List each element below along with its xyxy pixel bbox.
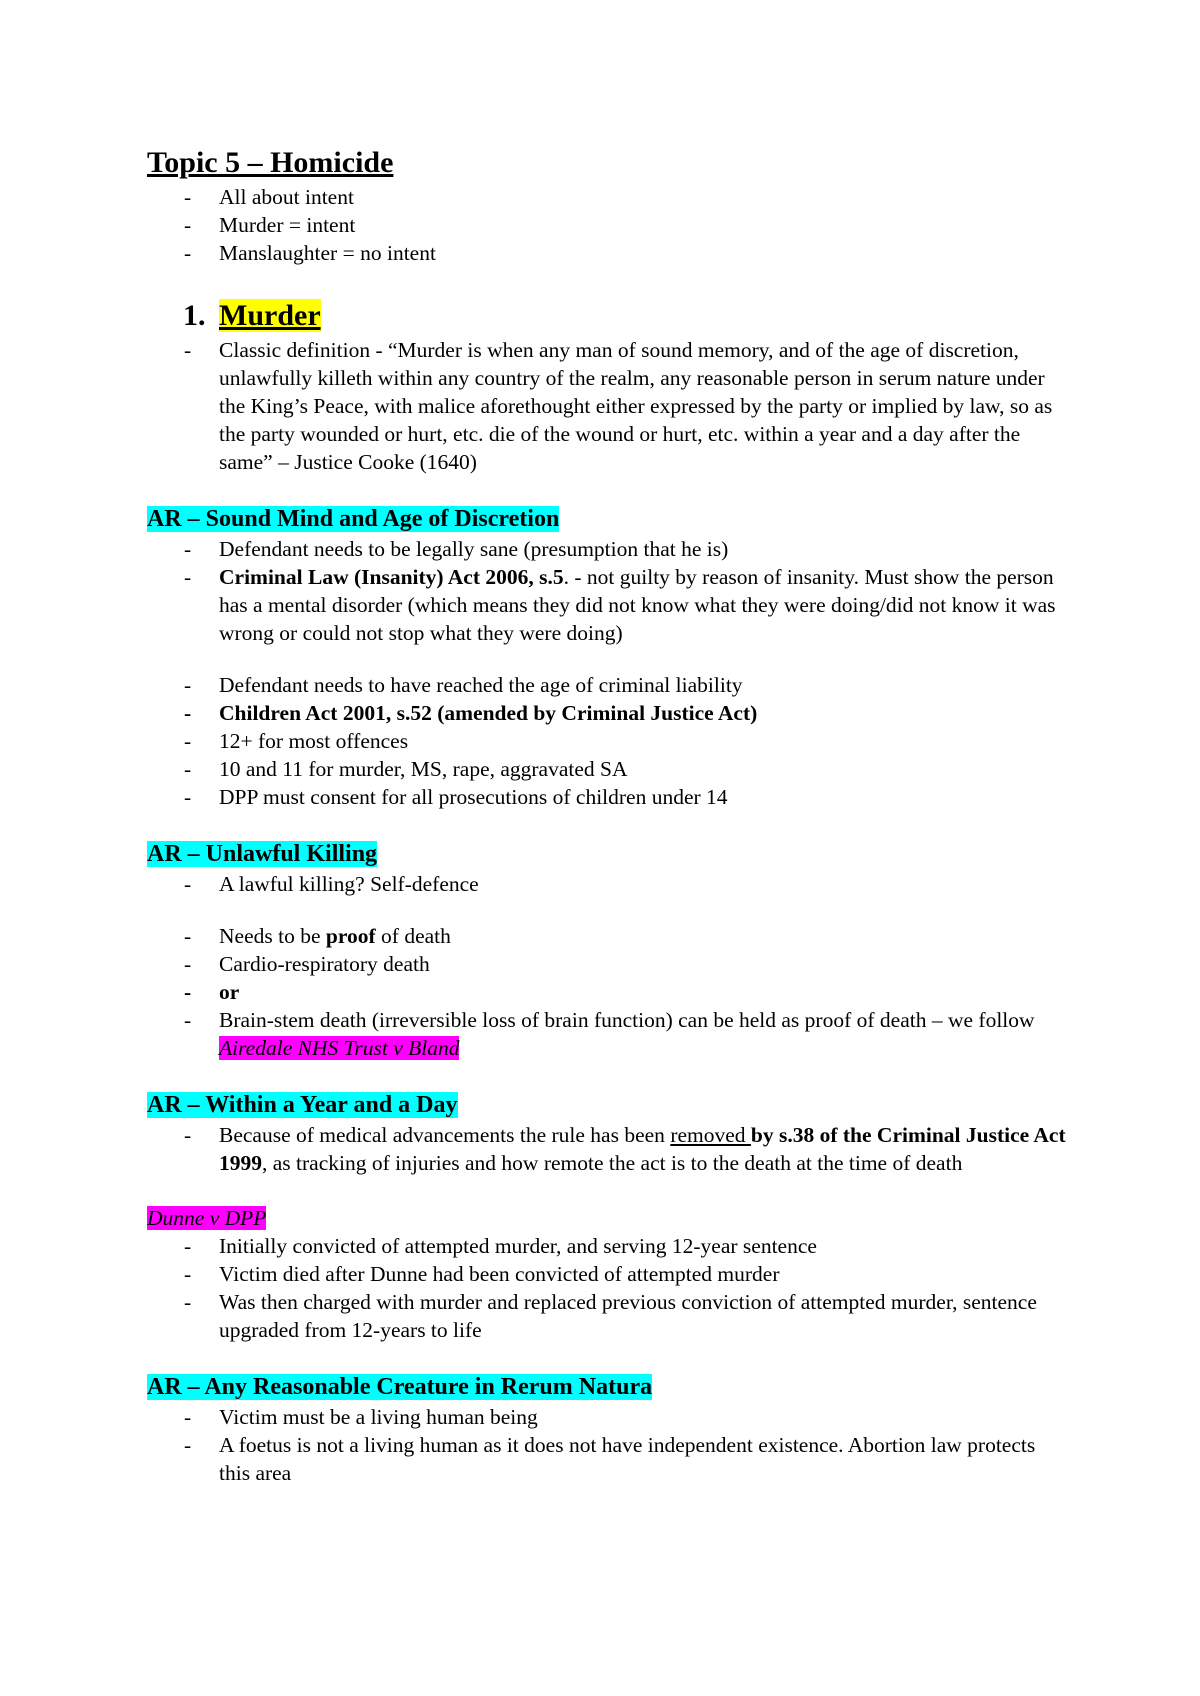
emphasis: proof: [325, 924, 376, 948]
murder-heading-text: Murder: [219, 299, 321, 332]
document-page: [147, 143, 1067, 1487]
case-name: Dunne v DPP: [147, 1206, 267, 1230]
case-reference: Airedale NHS Trust v Bland: [219, 1036, 460, 1060]
heading-number: 1.: [183, 299, 206, 332]
murder-definition: - Classic definition - “Murder is when any man of sound memory, and of the age of discretion, unlawfully killeth within any country of the realm, any reasonable person in serum nature under the King’s Peace, with malice aforethought either expressed by the party or implied by law, so as the party wounded or hurt, etc. die of the wound or hurt, etc. within a year and a day after the same” – Justice Cooke (1640): [147, 336, 1067, 476]
section-heading-text: AR – Any Reasonable Creature in Rerum Natura: [147, 1374, 653, 1400]
list-item-text: Because of medical advancements the rule has been: [219, 1123, 671, 1147]
list-item: - 12+ for most offences: [147, 727, 1067, 755]
year-and-day-list: [147, 1121, 1067, 1177]
list-item: - Defendant needs to have reached the age of criminal liability: [147, 671, 1067, 699]
murder-list: [147, 336, 1067, 476]
section-heading-text: AR – Within a Year and a Day: [147, 1092, 458, 1118]
list-item-text: . - not guilty by reason of insanity. Must show the person has a mental disorder (which means they did not know what they were doing/did not know it was wrong or could not stop what they were doing): [219, 565, 1056, 645]
list-item: - A lawful killing? Self-defence: [147, 870, 1067, 898]
list-item: - Manslaughter = no intent: [147, 239, 1067, 267]
list-item-text: , as tracking of injuries and how remote the act is to the death at the time of death: [262, 1151, 963, 1175]
section-heading-text: AR – Sound Mind and Age of Discretion: [147, 506, 560, 532]
list-item: - Murder = intent: [147, 211, 1067, 239]
list-item: - DPP must consent for all prosecutions of children under 14: [147, 783, 1067, 811]
list-item: [147, 1121, 1067, 1177]
list-item: [147, 1006, 1067, 1062]
list-item: - or: [147, 978, 1067, 1006]
list-item: - Cardio-respiratory death: [147, 950, 1067, 978]
list-item: - Defendant needs to be legally sane (presumption that he is): [147, 535, 1067, 563]
list-item: - All about intent: [147, 183, 1067, 211]
murder-heading: [183, 296, 1067, 336]
underlined-text: removed: [670, 1123, 751, 1147]
list-item: - Initially convicted of attempted murder, and serving 12-year sentence: [147, 1232, 1067, 1260]
reasonable-creature-list: [147, 1403, 1067, 1487]
list-item: - A foetus is not a living human as it does not have independent existence. Abortion law protects this area: [147, 1431, 1067, 1487]
unlawful-killing-list: [147, 870, 1067, 1062]
list-item: [147, 922, 1067, 950]
case-heading: [147, 1204, 1067, 1232]
section-heading-reasonable-creature: [147, 1372, 1067, 1403]
sound-mind-list: [147, 535, 1067, 811]
list-item: - Victim died after Dunne had been convicted of attempted murder: [147, 1260, 1067, 1288]
list-item: - Victim must be a living human being: [147, 1403, 1067, 1431]
statute-reference: Criminal Law (Insanity) Act 2006, s.5: [219, 565, 564, 589]
section-heading-text: AR – Unlawful Killing: [147, 841, 378, 867]
list-item: - 10 and 11 for murder, MS, rape, aggravated SA: [147, 755, 1067, 783]
section-heading-sound-mind: [147, 504, 1067, 535]
list-item-text: Brain-stem death (irreversible loss of brain function) can be held as proof of death – we follow: [219, 1008, 1035, 1032]
list-item: [147, 563, 1067, 647]
statute-reference: - Children Act 2001, s.52 (amended by Criminal Justice Act): [147, 699, 1067, 727]
list-item-text: Needs to be: [219, 924, 326, 948]
section-heading-unlawful-killing: [147, 839, 1067, 870]
intro-list: [147, 183, 1067, 267]
section-heading-year-and-day: [147, 1090, 1067, 1121]
page-title: Topic 5 – Homicide: [147, 146, 394, 179]
list-item-text: of death: [375, 924, 451, 948]
statute-reference: by s.38 of the Criminal Justice Act 1999: [219, 1123, 1066, 1175]
case-list: [147, 1232, 1067, 1344]
list-item: - Was then charged with murder and replaced previous conviction of attempted murder, sentence upgraded from 12-years to life: [147, 1288, 1067, 1344]
